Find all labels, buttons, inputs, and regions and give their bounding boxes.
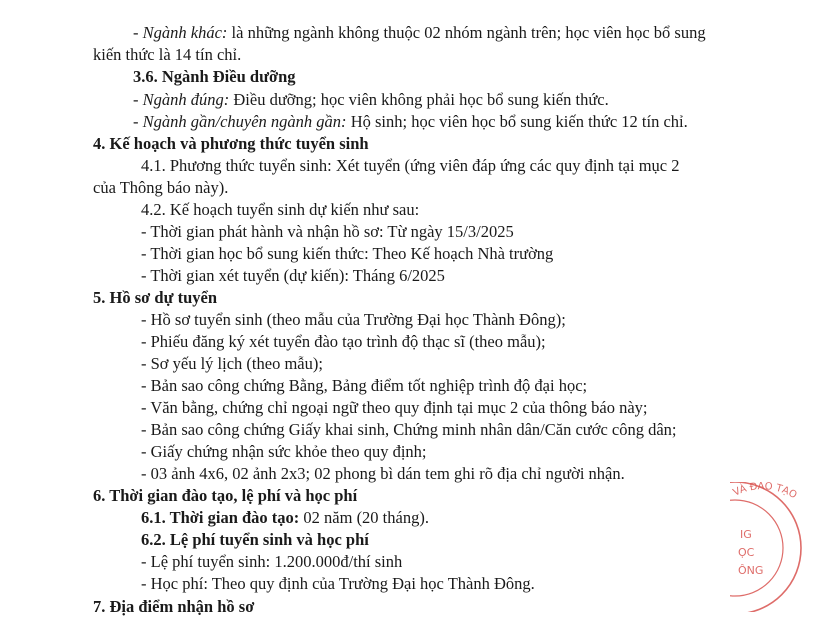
section-6-heading: 6. Thời gian đào tạo, lệ phí và học phí — [93, 486, 358, 505]
text-6-1: 02 năm (20 tháng). — [299, 508, 429, 527]
paragraph-6-1 — [141, 507, 429, 529]
list-item: - Sơ yếu lý lịch (theo mẫu); — [141, 354, 323, 373]
list-item: - Thời gian xét tuyển (dự kiến): Tháng 6/2025 — [141, 266, 445, 285]
section-7-heading-cut — [93, 596, 255, 616]
paragraph-other-majors-cont: kiến thức là 14 tín chỉ. — [93, 45, 242, 64]
list-item: - Học phí: Theo quy định của Trường Đại học Thành Đông. — [141, 574, 535, 593]
seal-line: IG — [740, 528, 752, 541]
list-item: - Văn bằng, chứng chỉ ngoại ngữ theo quy định tại mục 2 của thông báo này; — [141, 398, 648, 417]
label-nursing-near: - Ngành gần/chuyên ngành gần: — [133, 112, 347, 131]
section-7-heading: 7. Địa điểm nhận hồ sơ — [93, 597, 255, 616]
text-nursing-correct: Điều dưỡng; học viên không phải học bổ sung kiến thức. — [229, 90, 609, 109]
seal-ring-text: VÀ ĐÀO TẠO — [731, 482, 799, 502]
seal-svg — [730, 482, 820, 612]
paragraph-4-1: 4.1. Phương thức tuyển sinh: Xét tuyển (ứng viên đáp ứng các quy định tại mục 2 — [141, 156, 680, 175]
section-3-6-heading: 3.6. Ngành Điều dưỡng — [133, 67, 296, 86]
paragraph-4-2: 4.2. Kế hoạch tuyển sinh dự kiến như sau: — [141, 200, 420, 219]
paragraph-other-majors — [133, 22, 706, 44]
section-4-heading: 4. Kế hoạch và phương thức tuyển sinh — [93, 134, 369, 153]
official-seal — [730, 482, 820, 612]
list-item: - Thời gian học bổ sung kiến thức: Theo Kế hoạch Nhà trường — [141, 244, 554, 263]
list-item: - 03 ảnh 4x6, 02 ảnh 2x3; 02 phong bì dán tem ghi rõ địa chỉ người nhận. — [141, 464, 625, 483]
list-item: - Bản sao công chứng Bằng, Bảng điểm tốt nghiệp trình độ đại học; — [141, 376, 588, 395]
section-6-2-heading: 6.2. Lệ phí tuyển sinh và học phí — [141, 530, 369, 549]
list-item: - Giấy chứng nhận sức khỏe theo quy định; — [141, 442, 427, 461]
list-item: - Bản sao công chứng Giấy khai sinh, Chứng minh nhân dân/Căn cước công dân; — [141, 420, 677, 439]
label-nursing-correct: - Ngành đúng: — [133, 90, 230, 109]
list-item: - Phiếu đăng ký xét tuyển đào tạo trình độ thạc sĩ (theo mẫu); — [141, 332, 546, 351]
seal-line: ÔNG — [738, 564, 764, 577]
text-nursing-near: Hộ sinh; học viên học bổ sung kiến thức 12 tín chỉ. — [346, 112, 688, 131]
label-6-1: 6.1. Thời gian đào tạo: — [141, 508, 300, 527]
paragraph-nursing-correct — [133, 89, 609, 111]
list-item: - Lệ phí tuyển sinh: 1.200.000đ/thí sinh — [141, 552, 403, 571]
text-other-majors: là những ngành không thuộc 02 nhóm ngành trên; học viên học bổ sung — [227, 23, 706, 42]
list-item: - Thời gian phát hành và nhận hồ sơ: Từ ngày 15/3/2025 — [141, 222, 514, 241]
seal-line: ỌC — [738, 546, 755, 559]
section-5-heading: 5. Hồ sơ dự tuyển — [93, 288, 218, 307]
paragraph-nursing-near — [133, 111, 688, 133]
label-other-majors: - Ngành khác: — [133, 23, 228, 42]
paragraph-4-1-cont: của Thông báo này). — [93, 178, 229, 197]
list-item: - Hồ sơ tuyển sinh (theo mẫu của Trường Đại học Thành Đông); — [141, 310, 566, 329]
